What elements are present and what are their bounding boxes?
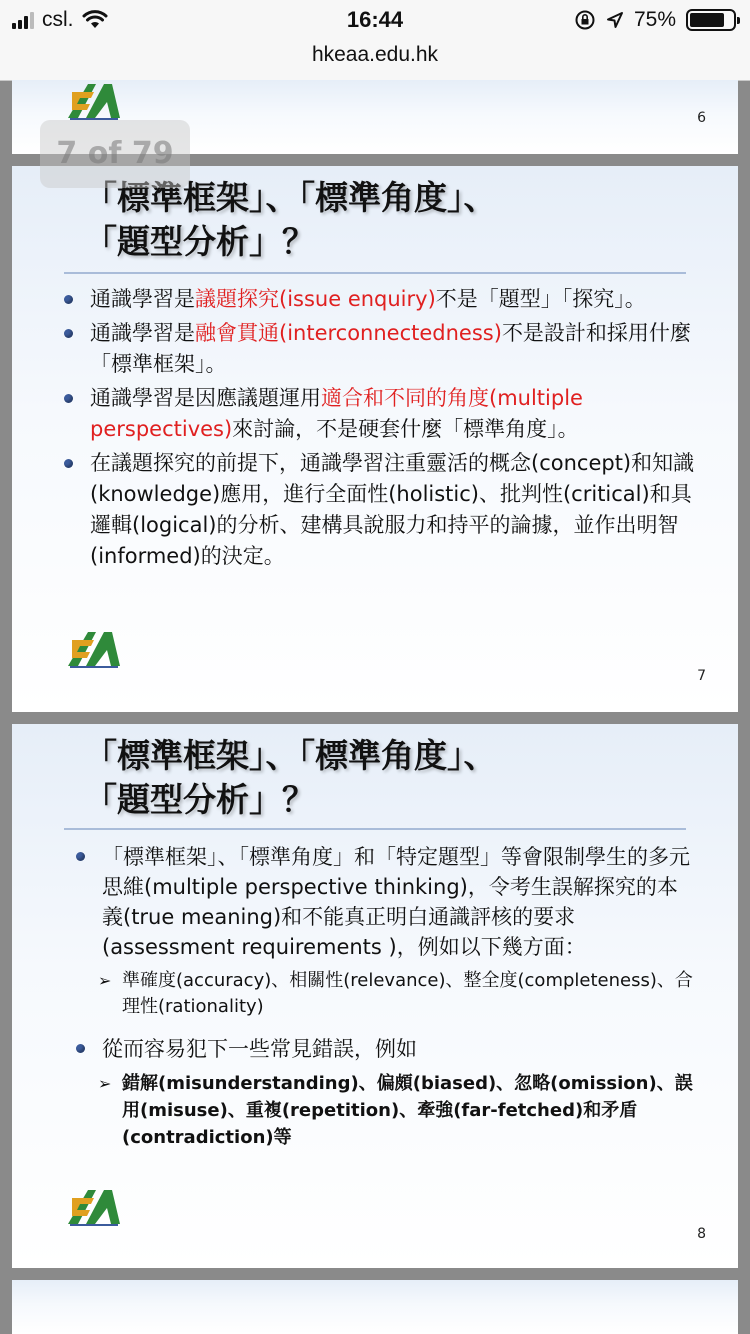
title-line-2: 「題型分析」？ <box>84 780 315 819</box>
slide-9 <box>12 1280 738 1334</box>
battery-icon <box>686 9 736 31</box>
hkeaa-logo <box>64 80 124 122</box>
bullet-text: 「標準框架」、「標準角度」和「特定題型」等會限制學生的多元思維(multiple perspective thinking)，令考生誤解探究的本義(true meaning)和不能真正明白通識評核的要求(assessment requirements )，例如以下幾方面： <box>102 845 690 959</box>
sub-bullet-text: 準確度(accuracy)、相關性(relevance)、整全度(completeness)、合理性(rationality) <box>122 970 693 1017</box>
bullet-text: 來討論，不是硬套什麼「標準角度」。 <box>232 417 579 441</box>
slide-title <box>84 734 724 822</box>
carrier-label: csl. <box>42 8 74 31</box>
bullet-item <box>64 318 704 380</box>
bullet-item <box>64 284 704 315</box>
highlight-text: 議題探究(issue enquiry) <box>195 287 436 311</box>
highlight-text: 融會貫通(interconnectedness) <box>195 321 502 345</box>
slide-title <box>84 176 724 264</box>
bullet-text: 不是「題型」「探究」。 <box>435 287 646 311</box>
url-bar[interactable] <box>0 40 750 81</box>
rotation-lock-icon <box>574 9 596 31</box>
bullet-item <box>64 448 704 572</box>
sub-bullet-item <box>76 1070 696 1151</box>
status-right <box>574 8 736 32</box>
title-line-1: 「標準框架」、「標準角度」、 <box>84 178 497 217</box>
title-underline <box>64 272 686 274</box>
page-indicator: 7 of 79 <box>40 120 190 188</box>
sub-bullet-item <box>76 968 696 1020</box>
slide-8 <box>12 724 738 1268</box>
hkeaa-logo <box>64 1186 124 1228</box>
bullet-item <box>76 1034 696 1064</box>
sub-bullet-text: 錯解(misunderstanding)、偏頗(biased)、忽略(omission)、誤用(misuse)、重複(repetition)、牽強(far-fetched)和矛盾(contradiction)等 <box>122 1073 693 1148</box>
title-line-1: 「標準框架」、「標準角度」、 <box>84 736 497 775</box>
highlight-text: 適合和不同的角度(multiple perspectives) <box>90 386 583 441</box>
bullet-text: 通識學習是 <box>90 287 195 311</box>
bullet-item <box>76 842 696 962</box>
bullet-list <box>76 842 696 1165</box>
bullet-text: 從而容易犯下一些常見錯誤，例如 <box>102 1037 417 1061</box>
bullet-list <box>64 284 704 575</box>
bullet-text: 在議題探究的前提下，通識學習注重靈活的概念(concept)和知識(knowledge)應用，進行全面性(holistic)、批判性(critical)和具邏輯(logical)的分析、建構具說服力和持平的論據，並作出明智(informed)的決定。 <box>90 451 695 568</box>
bullet-text: 通識學習是 <box>90 321 195 345</box>
battery-percent: 75% <box>633 8 676 31</box>
slide-7 <box>12 166 738 712</box>
bullet-text: 通識學習是因應議題運用 <box>90 386 321 410</box>
arrow-bullet-icon: ➢ <box>98 1074 112 1093</box>
bullet-item <box>64 383 704 445</box>
title-underline <box>64 828 686 830</box>
bullet-text: 不是設計和採用什麼「標準框架」。 <box>90 321 691 376</box>
url-text: hkeaa.edu.hk <box>311 43 439 66</box>
title-line-2: 「題型分析」？ <box>84 222 315 261</box>
slide-number: 6 <box>697 110 706 126</box>
hkeaa-logo <box>64 628 124 670</box>
status-bar <box>0 0 750 40</box>
clock: 16:44 <box>346 7 404 32</box>
arrow-bullet-icon: ➢ <box>98 971 112 990</box>
location-arrow-icon <box>606 11 624 29</box>
slide-number: 8 <box>697 1226 706 1242</box>
slide-number: 7 <box>697 668 706 684</box>
